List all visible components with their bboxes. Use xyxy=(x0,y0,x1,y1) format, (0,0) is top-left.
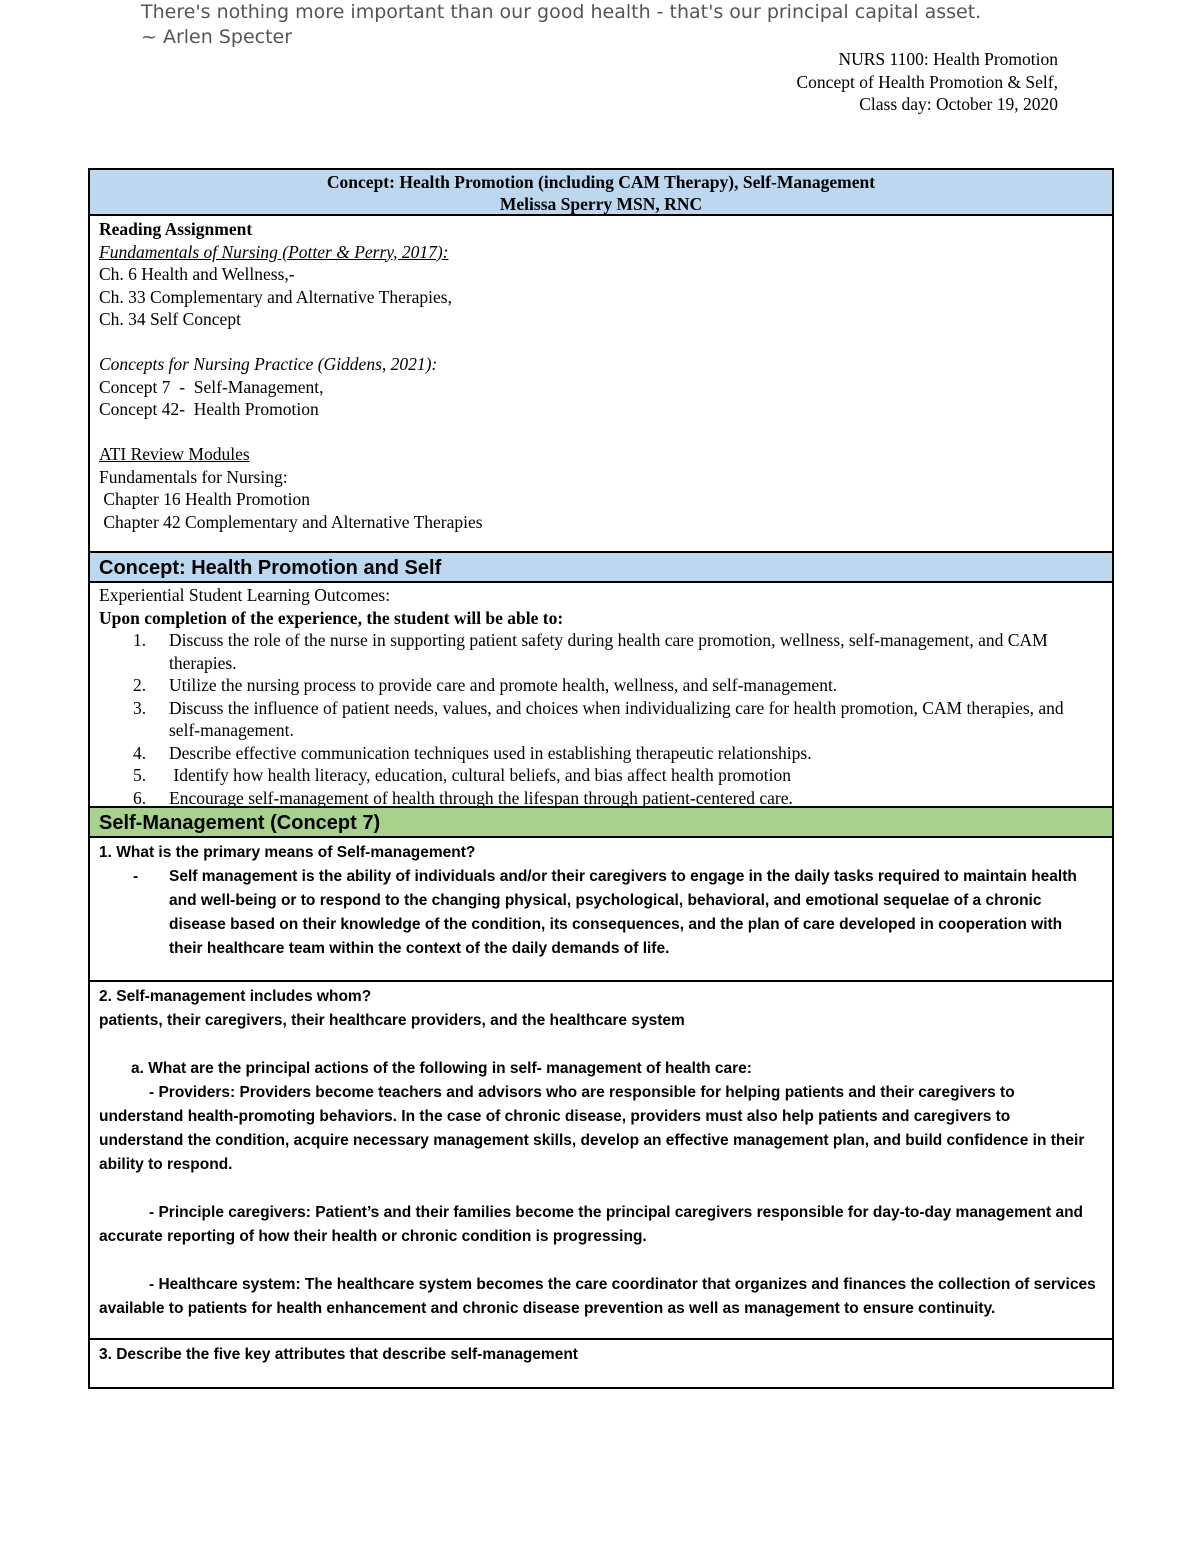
spacer xyxy=(99,421,1103,444)
spacer xyxy=(99,331,1103,354)
instructor-line: Melissa Sperry MSN, RNC xyxy=(499,194,703,214)
list-item xyxy=(99,787,1103,810)
spacer xyxy=(99,1249,1103,1273)
providers-answer: - Providers: Providers become teachers and advisors who are responsible for helping patients and their caregivers to understand health-promoting behaviors. In the case of chronic disease, providers must also help patients and caregivers to understand the condition, acquire necessary management skills, develop an effective management plan, and build confidence in their ability to respond. xyxy=(99,1084,1085,1173)
list-item xyxy=(99,742,1103,765)
list-item: Ch. 6 Health and Wellness,- xyxy=(99,264,295,284)
item-text: Describe effective communication techniques used in establishing therapeutic relationships. xyxy=(169,742,812,763)
list-item xyxy=(99,629,1103,674)
ati-heading: ATI Review Modules xyxy=(99,444,250,464)
list-item xyxy=(99,764,1103,787)
outcomes-intro: Experiential Student Learning Outcomes: xyxy=(99,585,391,605)
course-name: NURS 1100: Health Promotion xyxy=(838,49,1058,69)
list-item: Concept 7 - Self-Management, xyxy=(99,376,324,397)
list-item: Ch. 33 Complementary and Alternative Therapies, xyxy=(99,286,452,307)
list-item: Concept 42- Health Promotion xyxy=(99,399,319,419)
quote xyxy=(141,0,981,50)
item-text: Identify how health literacy, education, cultural beliefs, and bias affect health promotion xyxy=(169,765,792,785)
item-number: 6. xyxy=(133,787,147,808)
book1-title: Fundamentals of Nursing (Potter & Perry, 2017): xyxy=(99,241,449,262)
ati-subheading: Fundamentals for Nursing: xyxy=(99,466,288,487)
question-text: 2. Self-management includes whom? xyxy=(99,988,372,1005)
outcomes-lead: Upon completion of the experience, the student will be able to: xyxy=(99,607,564,628)
answer-item xyxy=(99,865,1103,961)
item-text: Encourage self-management of health through the lifespan through patient-centered care. xyxy=(169,787,793,808)
book2-title: Concepts for Nursing Practice (Giddens, 2021): xyxy=(99,354,438,374)
list-item: Chapter 16 Health Promotion xyxy=(99,489,310,509)
item-number: 4. xyxy=(133,742,147,763)
spacer xyxy=(99,1177,1103,1201)
reading-heading: Reading Assignment xyxy=(99,219,253,239)
item-number: 3. xyxy=(133,697,147,718)
course-topic: Concept of Health Promotion & Self, xyxy=(796,71,1058,92)
subquestion-text: a. What are the principal actions of the following in self- management of health care: xyxy=(131,1060,752,1077)
concept-table xyxy=(88,168,1114,1389)
quote-text: There's nothing more important than our good health - that's our principal capital asset. xyxy=(141,1,982,23)
quote-author: ~ Arlen Specter xyxy=(141,26,293,48)
question-text: 1. What is the primary means of Self-management? xyxy=(99,844,476,861)
section-heading-health-promotion: Concept: Health Promotion and Self xyxy=(90,553,1112,583)
answer-text: Self management is the ability of individuals and/or their caregivers to engage in the daily tasks required to maintain health and well-being or to respond to the changing physical, psychological, behavioral, and emotional sequelae of a chronic disease based on their knowledge of the condition, its consequences, and the plan of care developed in cooperation with their healthcare team within the context of the daily demands of life. xyxy=(169,868,1077,957)
learning-outcomes xyxy=(90,583,1112,808)
caregivers-answer: - Principle caregivers: Patient’s and their families become the principal caregivers responsible for day-to-day management and accurate reporting of how their health or chronic condition is progressing. xyxy=(99,1204,1084,1245)
item-text: Discuss the influence of patient needs, values, and choices when individualizing care for health promotion, CAM therapies, and self-management. xyxy=(169,697,1064,740)
spacer xyxy=(99,1033,1103,1057)
course-header xyxy=(797,48,1059,116)
item-number: 2. xyxy=(133,675,147,695)
class-day: Class day: October 19, 2020 xyxy=(859,94,1058,114)
healthcare-system-answer: - Healthcare system: The healthcare system becomes the care coordinator that organizes and finances the collection of services available to patients for health enhancement and chronic disease prevention as well as management to ensure continuity. xyxy=(99,1276,1096,1317)
section-heading-self-management: Self-Management (Concept 7) xyxy=(90,808,1112,838)
title-line: Concept: Health Promotion (including CAM Therapy), Self-Management xyxy=(326,172,876,192)
title-block xyxy=(90,170,1112,216)
question-text: 3. Describe the five key attributes that describe self-management xyxy=(99,1346,578,1363)
reading-assignment xyxy=(90,216,1112,553)
item-text: Utilize the nursing process to provide care and promote health, wellness, and self-management. xyxy=(169,675,838,695)
answer-text: patients, their caregivers, their healthcare providers, and the healthcare system xyxy=(99,1012,685,1029)
list-item xyxy=(99,674,1103,697)
question-1 xyxy=(90,838,1112,982)
item-number: 1. xyxy=(133,630,147,650)
list-item: Ch. 34 Self Concept xyxy=(99,309,241,329)
item-text: Discuss the role of the nurse in supporting patient safety during health care promotion, wellness, self-management, and CAM therapies. xyxy=(169,630,1048,673)
list-item: Chapter 42 Complementary and Alternative Therapies xyxy=(99,511,483,532)
list-item xyxy=(99,697,1103,742)
question-3 xyxy=(90,1340,1112,1387)
dash-bullet: - xyxy=(133,868,139,885)
question-2 xyxy=(90,982,1112,1340)
item-number: 5. xyxy=(133,765,147,785)
outcomes-list xyxy=(99,629,1103,809)
